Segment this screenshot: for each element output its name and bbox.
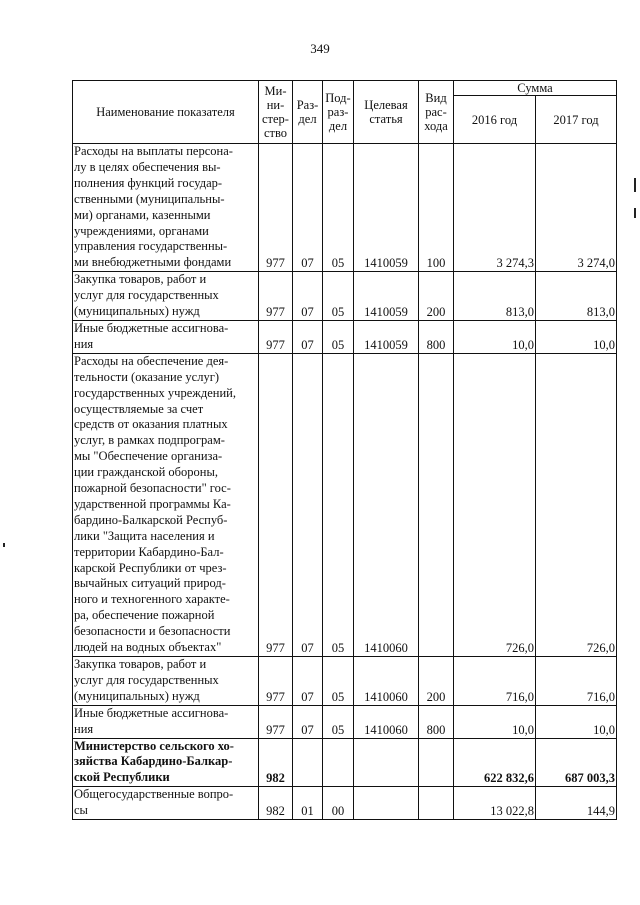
row-sum-2016: 10,0 xyxy=(454,320,536,353)
row-sum-2017: 726,0 xyxy=(536,353,617,656)
row-name: Расходы на выплаты персона- лу в целях обеспечения вы- полнения функций государ- ственными (муниципальны- ми) органами, казенными учреждениями, органами управления государственны- ми внебюджетными фондами xyxy=(73,144,259,272)
row-target: 1410059 xyxy=(354,320,419,353)
header-year-2017: 2017 год xyxy=(536,96,617,144)
row-name: Закупка товаров, работ и услуг для государственных (муниципальных) нужд xyxy=(73,272,259,321)
row-type: 200 xyxy=(419,657,454,706)
row-section xyxy=(293,738,323,787)
header-type: Вид рас- хода xyxy=(419,81,454,144)
row-ministry: 982 xyxy=(259,738,293,787)
row-type: 100 xyxy=(419,144,454,272)
row-section: 07 xyxy=(293,272,323,321)
row-type xyxy=(419,738,454,787)
row-sum-2016: 13 022,8 xyxy=(454,787,536,820)
row-target: 1410059 xyxy=(354,272,419,321)
row-sum-2017: 3 274,0 xyxy=(536,144,617,272)
row-type xyxy=(419,787,454,820)
row-sum-2016: 813,0 xyxy=(454,272,536,321)
table-row xyxy=(73,144,617,272)
row-subsection: 05 xyxy=(323,353,354,656)
row-name: Иные бюджетные ассигнова- ния xyxy=(73,320,259,353)
row-sum-2017: 716,0 xyxy=(536,657,617,706)
table-row xyxy=(73,272,617,321)
header-year-2016: 2016 год xyxy=(454,96,536,144)
row-ministry: 977 xyxy=(259,705,293,738)
header-ministry: Ми- ни- стер- ство xyxy=(259,81,293,144)
row-ministry: 977 xyxy=(259,320,293,353)
page-number: 349 xyxy=(310,41,330,56)
header-name: Наименование показателя xyxy=(73,81,259,144)
row-sum-2017: 144,9 xyxy=(536,787,617,820)
row-target xyxy=(354,738,419,787)
table-body xyxy=(73,144,617,820)
row-target: 1410060 xyxy=(354,657,419,706)
row-section: 07 xyxy=(293,353,323,656)
scan-mark-right xyxy=(634,178,636,192)
row-sum-2017: 10,0 xyxy=(536,705,617,738)
row-ministry: 977 xyxy=(259,144,293,272)
table-row xyxy=(73,738,617,787)
table-row xyxy=(73,320,617,353)
header-target: Целевая статья xyxy=(354,81,419,144)
row-ministry: 977 xyxy=(259,353,293,656)
row-target: 1410059 xyxy=(354,144,419,272)
row-name: Расходы на обеспечение дея- тельности (оказание услуг) государственных учреждений, осуществляемые за счет средств от оказания платных услуг, в рамках подпрограм- мы "Обеспечение организа- ции гражданской обороны, пожарной безопасности" гос- ударственной программы Ка- бардино-Балкарской Респуб- лики "Защита населения и территории Кабардино-Бал- карской Республики от чрез- вычайных ситуаций природ- ного и техногенного характе- ра, обеспечение пожарной безопасности и безопасности людей на водных объектах" xyxy=(73,353,259,656)
row-type: 800 xyxy=(419,320,454,353)
row-section: 07 xyxy=(293,657,323,706)
row-subsection: 05 xyxy=(323,144,354,272)
row-name: Общегосударственные вопро- сы xyxy=(73,787,259,820)
header-subsection: Под- раз- дел xyxy=(323,81,354,144)
row-subsection: 05 xyxy=(323,272,354,321)
row-section: 07 xyxy=(293,705,323,738)
row-section: 07 xyxy=(293,320,323,353)
header-section: Раз- дел xyxy=(293,81,323,144)
row-sum-2017: 10,0 xyxy=(536,320,617,353)
row-sum-2016: 622 832,6 xyxy=(454,738,536,787)
row-subsection: 05 xyxy=(323,657,354,706)
row-type xyxy=(419,353,454,656)
row-ministry: 977 xyxy=(259,657,293,706)
row-ministry: 982 xyxy=(259,787,293,820)
row-type: 800 xyxy=(419,705,454,738)
row-name: Министерство сельского хо- зяйства Кабардино-Балкар- ской Республики xyxy=(73,738,259,787)
row-sum-2016: 10,0 xyxy=(454,705,536,738)
row-target: 1410060 xyxy=(354,353,419,656)
row-sum-2017: 813,0 xyxy=(536,272,617,321)
budget-table xyxy=(72,80,617,820)
row-type: 200 xyxy=(419,272,454,321)
table-row xyxy=(73,705,617,738)
scan-mark-right-2 xyxy=(634,208,636,218)
row-target xyxy=(354,787,419,820)
table-row xyxy=(73,787,617,820)
row-subsection: 05 xyxy=(323,705,354,738)
row-subsection xyxy=(323,738,354,787)
row-sum-2016: 3 274,3 xyxy=(454,144,536,272)
table-row xyxy=(73,657,617,706)
row-section: 07 xyxy=(293,144,323,272)
scan-mark-left xyxy=(3,543,5,547)
row-sum-2016: 726,0 xyxy=(454,353,536,656)
row-target: 1410060 xyxy=(354,705,419,738)
row-sum-2016: 716,0 xyxy=(454,657,536,706)
row-name: Закупка товаров, работ и услуг для государственных (муниципальных) нужд xyxy=(73,657,259,706)
header-sum: Сумма xyxy=(454,81,617,96)
row-name: Иные бюджетные ассигнова- ния xyxy=(73,705,259,738)
row-subsection: 05 xyxy=(323,320,354,353)
row-subsection: 00 xyxy=(323,787,354,820)
row-section: 01 xyxy=(293,787,323,820)
row-ministry: 977 xyxy=(259,272,293,321)
table-row xyxy=(73,353,617,656)
row-sum-2017: 687 003,3 xyxy=(536,738,617,787)
